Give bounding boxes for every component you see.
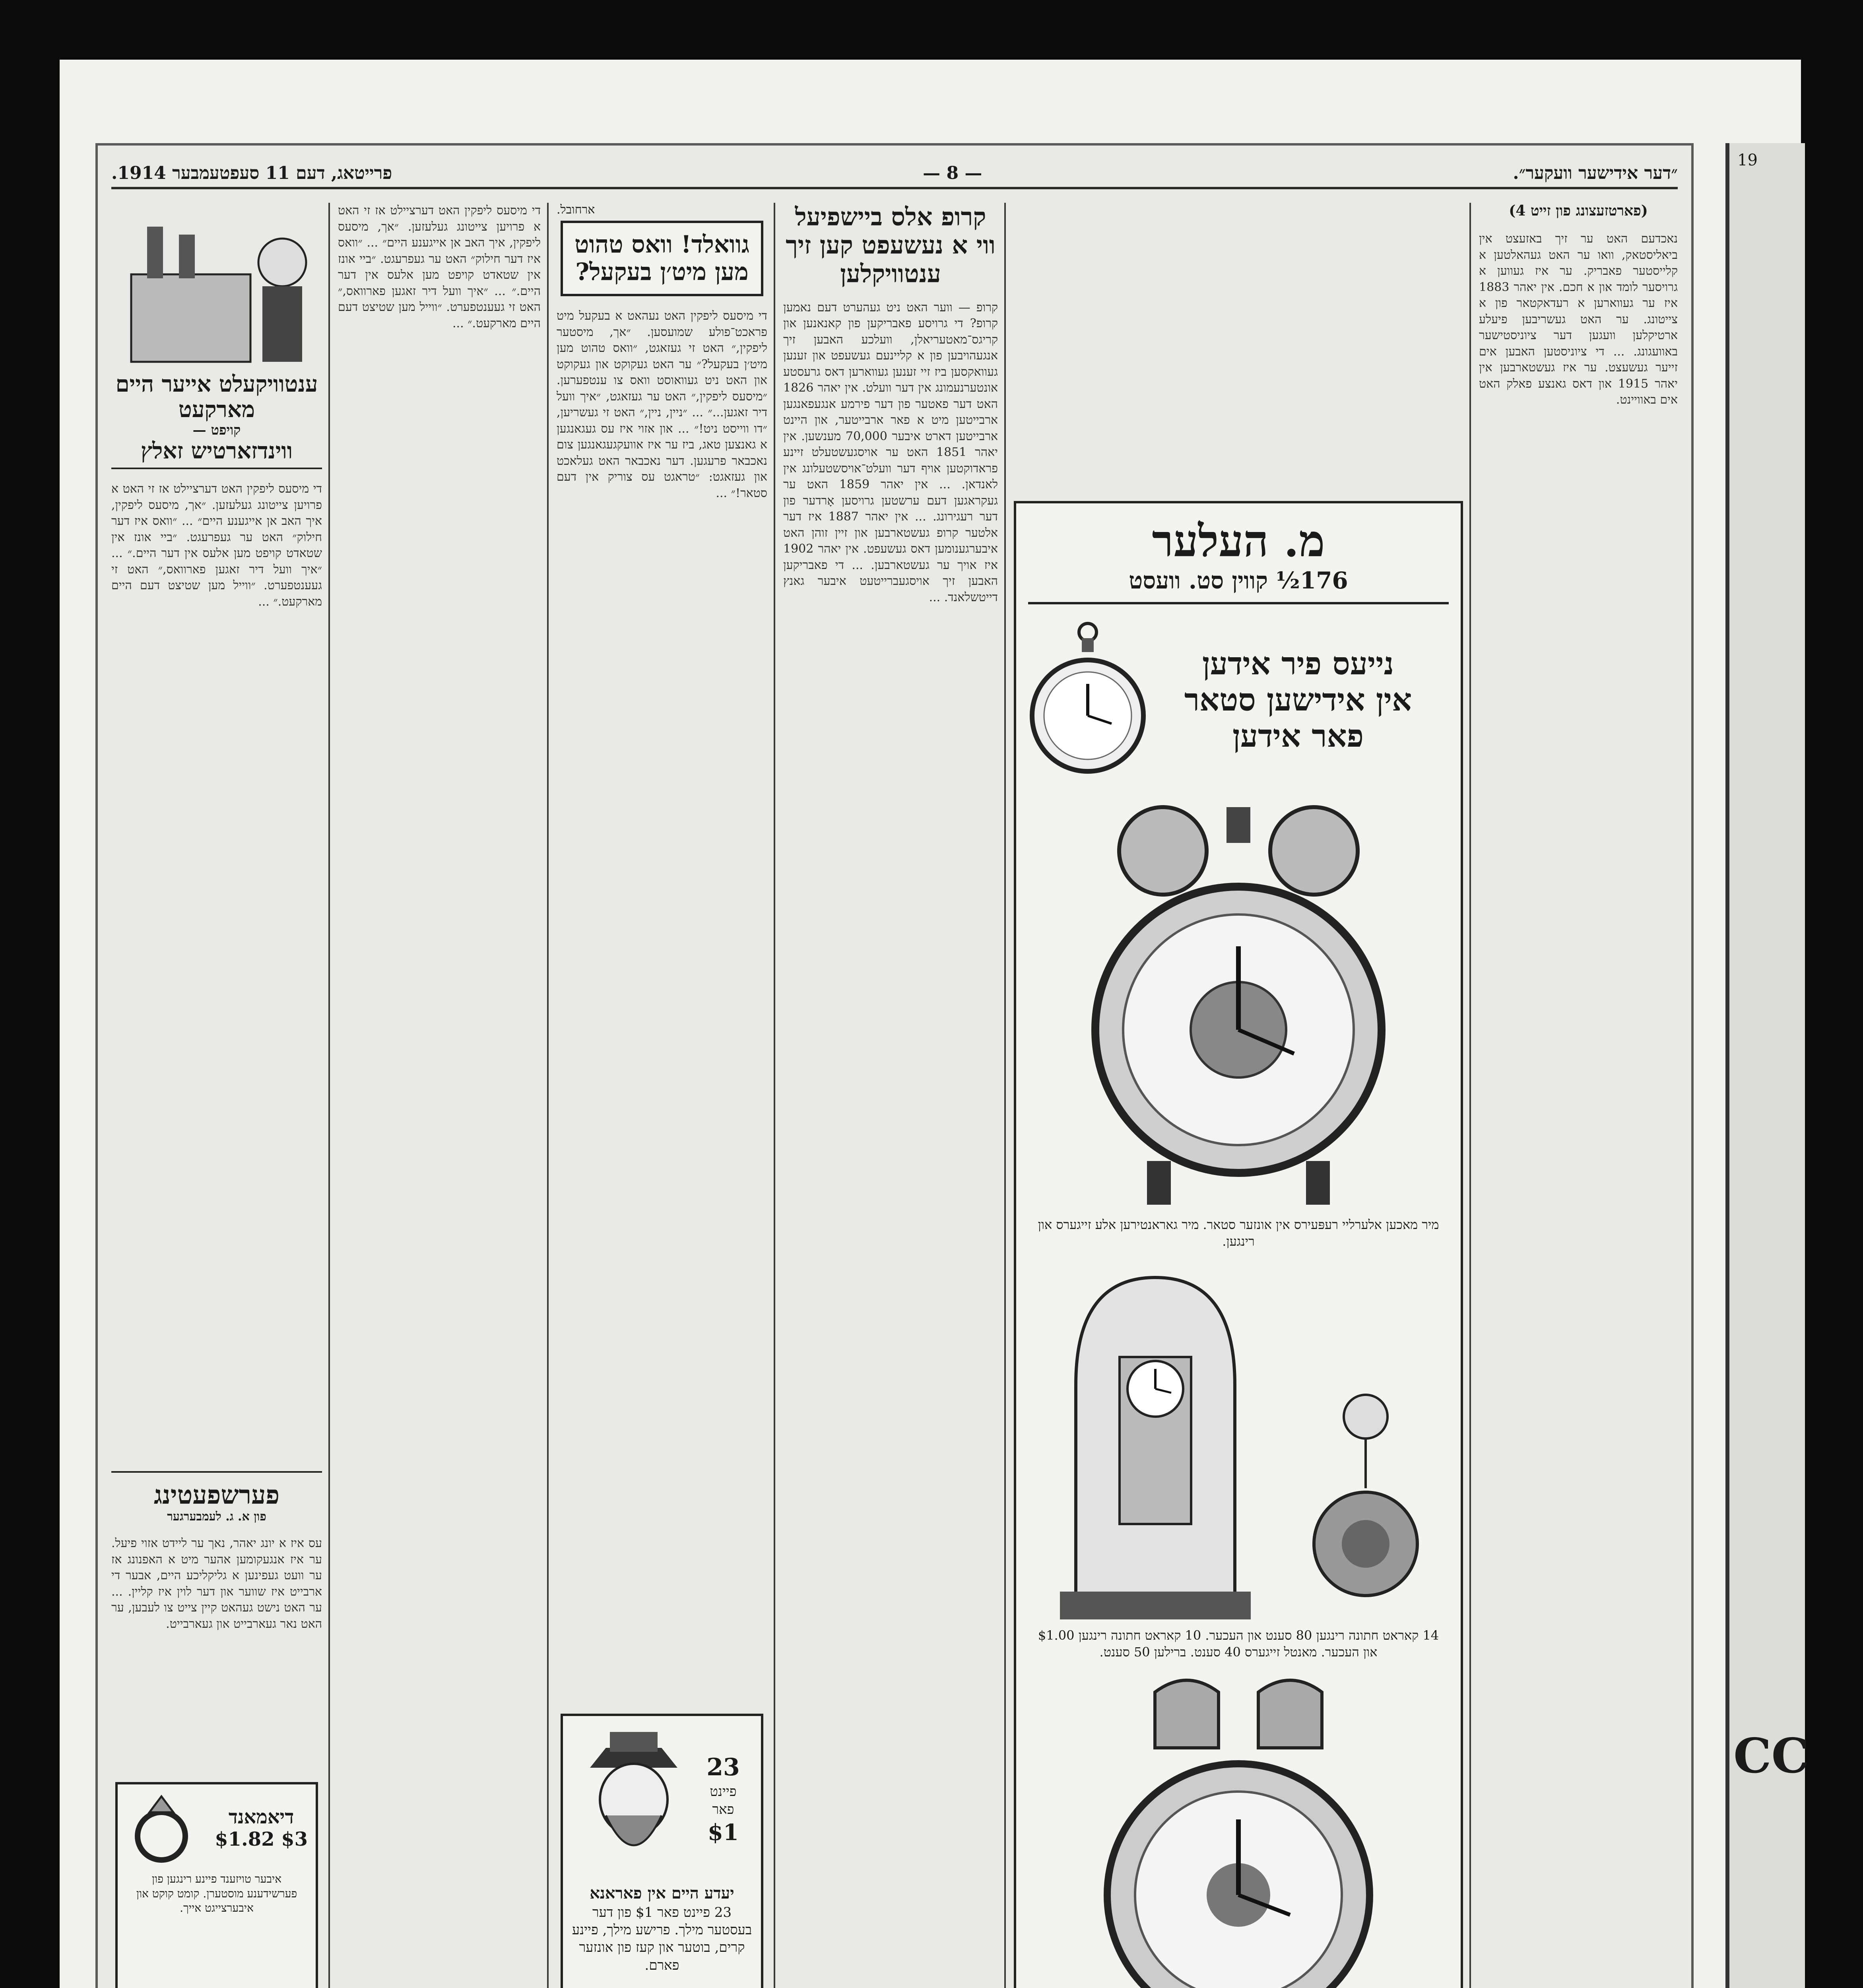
mantel-clock-image — [1052, 1266, 1259, 1623]
gevald-body: די מיסעס ליפקין האט נעהאט א בעקעל מיט פראכט־פולע שמועסען. ״אך, מיסטער ליפקין,״ האט זי געזאגט, ״וואס טהוט מען מיט׳ן בעקעל?״ ער האט געקוקט און געקוקט און האט ניט געוואוסט וואס צו ענטפערען. ״מיסעס ליפקין,״ האט ער געזאגט, ״איך וועל דיר זאגען...״ ... ״ניין, ניין,״ האט זי געשריען, ״דו ווייסט ניט!״ ... און אזוי איז עס געגאנגען א גאנצען טאג, ביז ער איז אוועקגעגאנגען צום נאכבאר פרעגען. דער נאכבאר האט געלאכט און געזאגט: ״טראגט עס צוריק אין דעם סטאר!״ ... — [553, 309, 767, 500]
heller-ad-box — [1014, 501, 1463, 1988]
ring-image — [126, 1792, 197, 1864]
pocket-watch-image — [1028, 616, 1147, 783]
salt-headline: ענטוויקעלט אייער היים מארקעט — [115, 371, 318, 423]
adjacent-page-fragment-2: CC — [1733, 1728, 1810, 1784]
heller-headline-1: נייעס פיר אידען — [1202, 645, 1394, 682]
gevald-story-column — [553, 203, 767, 1988]
column-rule — [774, 203, 775, 1988]
ferspeting-headline: פערשפעטינג — [111, 1471, 322, 1510]
diamond-ring-advertisement — [115, 1782, 318, 1988]
milk-ad-number: 23 — [706, 1753, 740, 1782]
bell-alarm-clock-image — [1099, 1668, 1378, 1988]
ferspeting-body: עס איז א יונג יאהר, נאך ער ליידט אזוי פיעל. ער איז אנגעקומען אהער מיט א האפנונג אז ער וועט געפינען א גליקליכע היים, אבער די ארבייט איז שווער און דער לוין איז קליין. ... ער האט נישט געהאט קיין צייט צו לעבען, ער האט נאר געארבייט און געארבייט. — [107, 1536, 322, 1631]
masthead-page-number: — 8 — — [923, 163, 982, 183]
milk-ad-caption: יעדע היים אין פאראנא — [590, 1884, 734, 1903]
adjacent-page-edge — [1725, 143, 1810, 1988]
masthead-date: פרייטאג, דעם 11 סעפטעמבער 1914. — [111, 163, 392, 183]
masthead — [111, 159, 1678, 189]
ring-ad-body: איבער טויזענד פיינע רינגען פון פערשידענע מוסטערן. קומט קוקט און איבערצייגט אייך. — [136, 1872, 297, 1915]
adjacent-page-fragment-1: 19 — [1737, 151, 1758, 169]
column-rule — [328, 203, 330, 1988]
brooch-image — [1306, 1385, 1425, 1623]
salt-subhead-brand: ווינדזארטיש זאלץ — [111, 438, 322, 469]
salt-body-continued: די מיסעס ליפקין האט דערציילט אז זי האט א פרויען צייטונג געלעזען. ״אך, מיסעס ליפקין, איך האב אן אייגענע היים״ ... ״וואס איז דער חילוק״ האט ער געפרעגט. ״ביי אונז אין שטאדט קויפט מען אלעס אין דער היים.״ ... ״איך וועל דיר זאגען פארוואס,״ האט זי געענטפערט. ״ווייל מען שטיצט דעם היים מארקעט.״ ... — [107, 482, 322, 609]
salt-and-ferspeting-column — [107, 203, 322, 1988]
heller-headline-2: אין אידישען סטאר — [1184, 681, 1412, 718]
krupp-body: קרופ — ווער האט ניט געהערט דעם נאמען קרופ? די גרויסע פאבריקען פון קאנאנען און קריגס־מאטעריאלן, וועלכע האבען זיך אנגעהויבען פון א קליינעם געשעפט און זענען געוואקסען ביז זיי זענען געווארען דאס גרעסטע אונטערנעמונג אין דער וועלט. אין יאהר 1826 האט דער פאטער פון דער פירמע אנגעפאנגען ארבייטען מיט א פאר ארבייטער, און היינט ארבייטען דארט איבער 70,000 מענשען. אין יאהר 1851 האט ער אויסגעשטעלט זיינע פראדוקטען אויף דער וועלט־אויסשטעלונג אין לאנדאן. ... אין יאהר 1859 האט ער געקראגען דעם ערשטען גרויסען אָרדער פון דער רעגירונג. ... אין יאהר 1887 איז דער אלטער קרופ געשטארבען און זיין זוהן האט איבערגענומען דאס געשעפט. אין יאהר 1902 איז אויך ער געשטארבען. ... די פאבריקען האבען זיך אויסגעברייטעט איבער גאנץ דייטשלאנד. ... — [779, 300, 998, 604]
continuation-headline: (פארטזעצונג פון זייט 4) — [1509, 202, 1648, 219]
milk-ad-price: $1 — [708, 1819, 739, 1846]
uncle-sam-drawing — [574, 1724, 693, 1875]
newspaper-page — [95, 143, 1694, 1988]
heller-headline-3: פאר אידען — [1232, 718, 1364, 754]
ring-ad-title: דיאמאנד — [228, 1806, 294, 1829]
gevald-headline: גוואלד! וואס טהוט מען מיט׳ן בעקעל? — [574, 231, 749, 286]
gevald-headline-box — [561, 221, 763, 296]
masthead-publication: ״דער אידישער וועקער״. — [1513, 163, 1678, 183]
column-continuation — [1475, 202, 1678, 1988]
continuation-body: נאכדעם האט ער זיך באזעצט אין ביאליסטאק, וואו ער האט געהאלטען א קלייסטער פאבריק. ער איז געווען א גרויסער לומד און א חכם. אין יאהר 1883 איז ער געווארען א רעדאקטאר פון א צייטונג. ער האט געשריבען פיעלע ארטיקלען וועגען דער ציוניסטישער באוועגונג. ... די ציוניסטען האבען אים זייער געשעצט. ער איז געשטארבען אין יאהר 1915 און דאס גאנצע פאלק האט אים באוויינט. — [1475, 232, 1678, 407]
gevald-dateline: ארחובל. — [557, 203, 595, 217]
heller-advertisement — [1014, 501, 1463, 1988]
salt-subhead: קויפט — — [192, 422, 241, 438]
column-rule — [1469, 203, 1471, 1988]
ring-ad-price: $1.82 $3 — [215, 1828, 308, 1851]
krupp-story-column — [779, 202, 998, 1988]
heller-caption-1: מיר מאכען אלערליי רעפּעירס אין אונזער סטאר. מיר גאראנטירען אלע זייגערס און רינגען. — [1038, 1217, 1439, 1249]
column-rule — [1004, 203, 1006, 1988]
salt-body: די מיסעס ליפקין האט דערציילט אז זי האט א פרויען צייטונג געלעזען. ״אך, מיסעס ליפקין, איך האב אן אייגענע היים״ ... ״וואס איז דער חילוק״ האט ער געפרעגט. ״ביי אונז אין שטאדט קויפט מען אלעס אין דער היים.״ ... ״איך וועל דיר זאגען פארוואס,״ האט זי געענטפערט. ״ווייל מען שטיצט דעם היים מארקעט.״ ... — [334, 204, 541, 330]
milk-ad-body: 23 פיינט פאר $1 פון דער בעסטער מילך. פרישע מילך, פיינע קרים, בוטער און קעז פון אונזער פארם. — [572, 1905, 752, 1973]
factory-illustration — [123, 203, 322, 370]
heller-address: 176½ קווין סט. וועסט — [1028, 567, 1449, 604]
column-rule — [547, 203, 549, 1988]
alarm-clock-image — [1087, 791, 1389, 1209]
milk-ad-line-1: פיינט — [710, 1784, 737, 1800]
krupp-headline: קרופ אלס ביישפיעל ווי א נעשעפט קען זיך ענטוויקלען — [786, 202, 996, 288]
ferspeting-byline: פון א. ג. לעמבערגער — [167, 1509, 266, 1524]
milk-ad-line-2: פאר — [712, 1801, 734, 1817]
milk-advertisement — [561, 1714, 763, 1988]
heller-caption-2: 14 קאראט חתונה רינגען 80 סענט און העכער. 10 קאראט חתונה רינגען $1.00 און העכער. מאנטל זייגערס 40 סענט. ברילען 50 סענט. — [1038, 1628, 1439, 1660]
heller-brand: מ. העלער — [1152, 515, 1325, 567]
salt-story-column — [334, 203, 541, 1988]
